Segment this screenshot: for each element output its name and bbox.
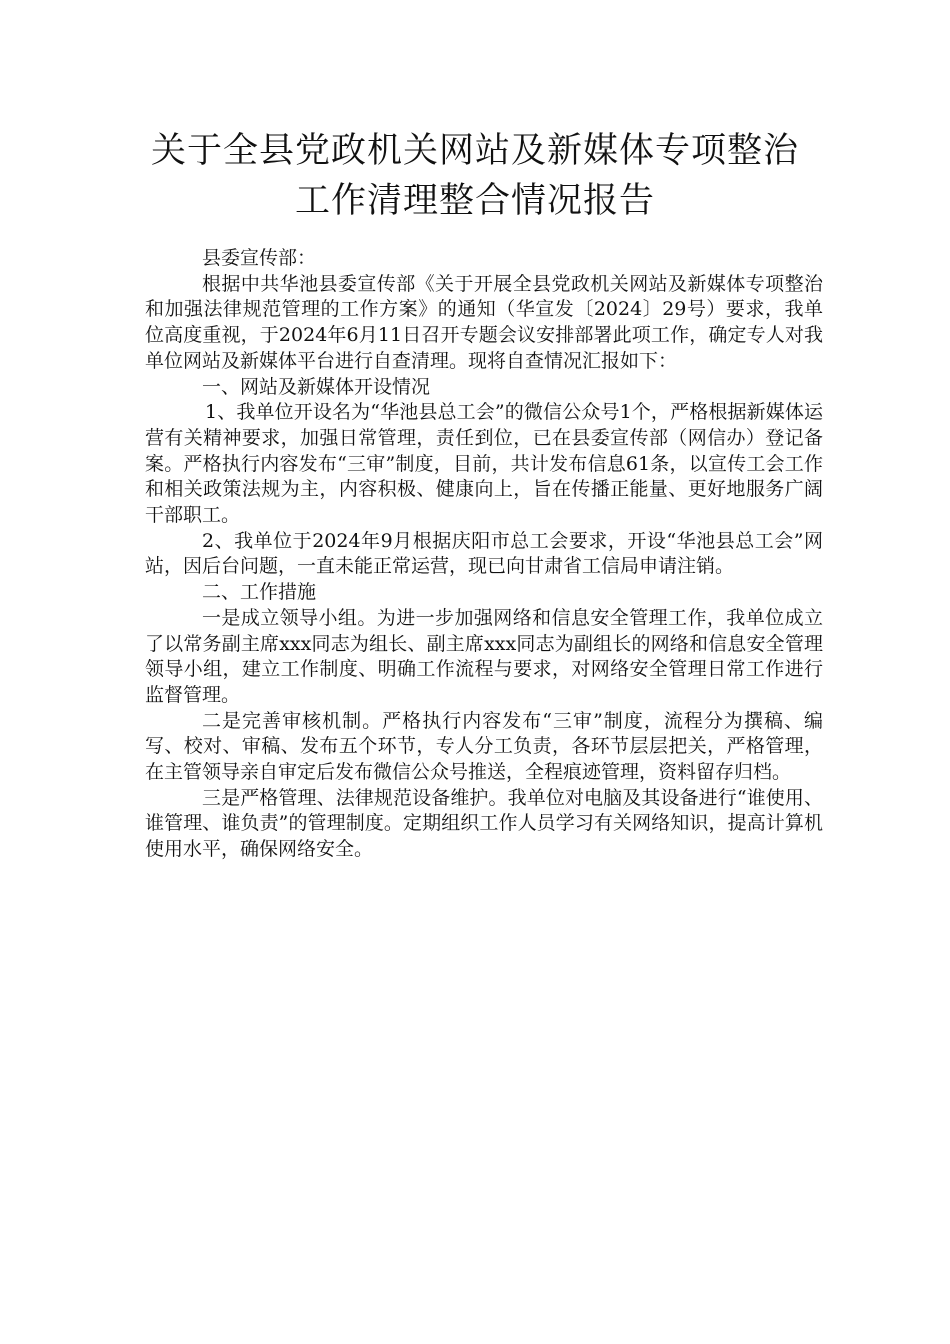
section-1-heading: 一、网站及新媒体开设情况 <box>202 375 431 398</box>
measure-1-paragraph: 一是成立领导小组。为进一步加强网络和信息安全管理工作，我单位成立了以常务副主席xxx同志为组长、副主席xxx同志为副组长的网络和信息安全管理领导小组，建立工作制度、明确工作流程与要求，对网络安全管理日常工作进行监督管理。 <box>145 606 823 706</box>
measure-2-paragraph: 二是完善审核机制。严格执行内容发布“三审”制度，流程分为撰稿、编写、校对、审稿、发布五个环节，专人分工负责，各环节层层把关，严格管理，在主管领导亲自审定后发布微信公众号推送，全程痕迹管理，资料留存归档。 <box>145 709 823 784</box>
section-1-item-2: 2、我单位于2024年9月根据庆阳市总工会要求，开设“华池县总工会”网站，因后台问题，一直未能正常运营，现已向甘肃省工信局申请注销。 <box>145 529 823 578</box>
intro-paragraph: 根据中共华池县委宣传部《关于开展全县党政机关网站及新媒体专项整治和加强法律规范管理的工作方案》的通知（华宣发〔2024〕29号）要求，我单位高度重视，于2024年6月11日召开专题会议安排部署此项工作，确定专人对我单位网站及新媒体平台进行自查清理。现将自查情况汇报如下： <box>145 272 823 372</box>
document-title-line-1: 关于全县党政机关网站及新媒体专项整治 <box>150 131 799 171</box>
measure-3-paragraph: 三是严格管理、法律规范设备维护。我单位对电脑及其设备进行“谁使用、谁管理、谁负责”的管理制度。定期组织工作人员学习有关网络知识，提高计算机使用水平，确保网络安全。 <box>145 786 823 861</box>
document-title-line-2: 工作清理整合情况报告 <box>294 181 655 221</box>
section-2-heading: 二、工作措施 <box>202 581 317 604</box>
document-body <box>145 246 823 863</box>
salutation: 县委宣传部： <box>202 247 317 269</box>
section-1-item-1: 1、我单位开设名为“华池县总工会”的微信公众号1个，严格根据新媒体运营有关精神要求，加强日常管理，责任到位，已在县委宣传部（网信办）登记备案。严格执行内容发布“三审”制度，目前，共计发布信息61条，以宣传工会工作和相关政策法规为主，内容积极、健康向上，旨在传播正能量、更好地服务广阔干部职工。 <box>145 401 823 527</box>
